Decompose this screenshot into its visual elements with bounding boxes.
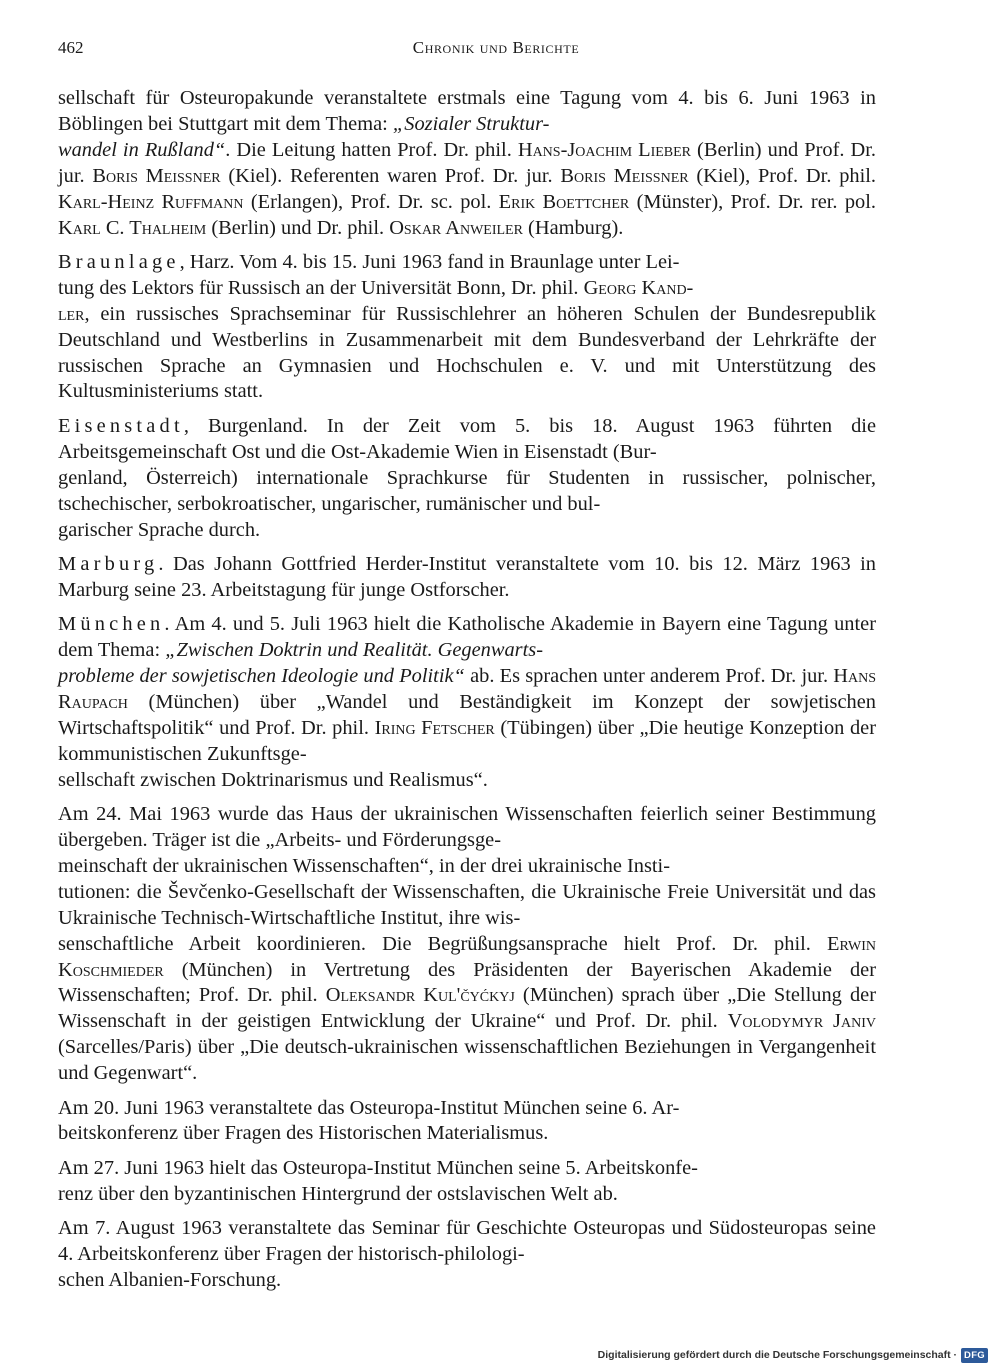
text: garischer Sprache durch. xyxy=(58,518,261,541)
person-name: Volodymyr Janiv xyxy=(727,1010,876,1033)
text: ab. Es sprachen unter anderem Prof. Dr. jur. xyxy=(464,665,834,688)
paragraph-conference-4 xyxy=(58,1216,876,1294)
person-name: Erik Boettcher xyxy=(498,190,630,213)
person-name: Iring Fetscher xyxy=(374,716,495,739)
text: tung des Lektors für Russisch an der Universität Bonn, Dr. phil. xyxy=(58,276,584,299)
text: (Berlin) und Dr. phil. xyxy=(206,216,390,239)
text: (Sarcelles/Paris) über „Die deutsch-ukrainischen wissenschaftlichen Beziehungen in Vergangenheit und Gegenwart“. xyxy=(58,1036,876,1085)
running-head: Chronik und Berichte xyxy=(412,38,580,57)
text: Am 24. Mai 1963 wurde das Haus der ukrainischen Wissenschaften feierlich seiner Bestimmung übergeben. Träger ist die „Arbeits- und Förderungsge- xyxy=(58,803,876,851)
text: . Die Leitung hatten Prof. Dr. phil. xyxy=(225,138,518,161)
text: , Harz. Vom 4. bis 15. Juni 1963 fand in Braunlage unter Lei- xyxy=(179,250,680,273)
person-name: Erwin Koschmieder xyxy=(58,932,876,981)
person-name: Hans-Joachim Lieber xyxy=(517,138,692,161)
text: . Am 4. und 5. Juli 1963 hielt die Katholische Akademie in Bayern eine Tagung unter dem Thema: xyxy=(58,613,876,662)
page-number: 462 xyxy=(58,38,84,57)
place-name: Braunlage xyxy=(58,250,180,273)
text: sellschaft für Osteuropakunde veranstaltete erstmals eine Tagung vom 4. bis 6. Juni 1963 in Böblingen bei Stuttgart mit dem Thema: xyxy=(58,87,876,135)
text: senschaftliche Arbeit koordinieren. Die Begrüßungsansprache hielt Prof. Dr. phil. xyxy=(58,932,827,955)
person-name: ler xyxy=(58,302,85,325)
text: Am 20. Juni 1963 veranstaltete das Osteuropa-Institut München seine 6. Ar- xyxy=(58,1096,680,1119)
text: , Burgenland. In der Zeit vom 5. bis 18. August 1963 führten die Arbeitsgemeinschaft Ost und die Ost-Akademie Wien in Eisenstadt (Bur- xyxy=(58,414,876,463)
text: . Das Johann Gottfried Herder-Institut veranstaltete vom 10. bis 12. März 1963 in Marburg seine 23. Arbeitstagung für junge Ostforscher. xyxy=(58,552,876,601)
dfg-logo-icon: DFG xyxy=(961,1348,988,1363)
paragraph-conference-6 xyxy=(58,1096,876,1148)
person-name: Oleksandr Kul'čyćkyj xyxy=(325,984,515,1007)
paragraph-ukrainian-house xyxy=(58,802,876,1087)
text: schen Albanien-Forschung. xyxy=(58,1268,282,1291)
text: , ein russisches Sprachseminar für Russischlehrer an höheren Schulen der Bundesrepublik Deutschland und Westberlins in Zusammenarbeit mit dem Bundesverband der Lehrkräfte der russischen Sprache an Gymnasien und Hochschulen e. V. und mit Unterstützung des Kultusministeriums statt. xyxy=(58,302,876,403)
paragraph-braunlage xyxy=(58,250,876,405)
text: sellschaft zwischen Doktrinarismus und Realismus“. xyxy=(58,768,488,791)
text: (Erlangen), Prof. Dr. sc. pol. xyxy=(243,190,499,213)
text: meinschaft der ukrainischen Wissenschaften“, in der drei ukrainische Insti- xyxy=(58,854,671,877)
paragraph-eisenstadt xyxy=(58,414,876,544)
italic-title: „Sozialer Struktur- xyxy=(392,112,550,135)
italic-title: probleme der sowjetischen Ideologie und Politik“ xyxy=(58,665,465,688)
text: genland, Österreich) internationale Sprachkurse für Studenten in russischer, polnischer, tschechischer, serbokroatischer, ungarischer, rumänischer und bul- xyxy=(58,466,876,515)
text: (Tübingen) über „Die heutige Konzeption der kommunistischen Zukunftsge- xyxy=(58,716,876,765)
text: (München) sprach über „Die Stellung der Wissenschaft in der geistigen Entwicklung der Ukraine“ und Prof. Dr. phil. xyxy=(58,984,876,1033)
place-name: Eisenstadt xyxy=(58,414,184,437)
place-name: Marburg xyxy=(58,552,159,575)
text: (Münster), Prof. Dr. rer. pol. xyxy=(629,190,876,213)
text: Am 7. August 1963 veranstaltete das Seminar für Geschichte Osteuropas und Südosteuropas seine 4. Arbeitskonferenz über Fragen der historisch-philologi- xyxy=(58,1217,876,1266)
person-name: Oskar Anweiler xyxy=(389,216,523,239)
text: (Kiel), Prof. Dr. phil. xyxy=(688,164,877,187)
article-body xyxy=(58,86,876,1302)
person-name: Hans Raupach xyxy=(58,665,876,713)
text: Am 27. Juni 1963 hielt das Osteuropa-Institut München seine 5. Arbeitskonfe- xyxy=(58,1156,698,1179)
footer-text: Digitalisierung gefördert durch die Deutsche Forschungsgemeinschaft · xyxy=(597,1349,958,1361)
person-name: Karl-Heinz Ruffmann xyxy=(58,190,244,213)
text: (Hamburg). xyxy=(522,216,624,239)
text: (Berlin) und Prof. Dr. jur. xyxy=(58,138,876,187)
paragraph-boeblingen xyxy=(58,86,876,241)
text: renz über den byzantinischen Hintergrund der ostslavischen Welt ab. xyxy=(58,1182,618,1205)
text: (München) über „Wandel und Beständigkeit im Konzept der sowjetischen Wirtschaftspolitik“ und Prof. Dr. phil. xyxy=(58,690,876,739)
text: tutionen: die Ševčenko-Gesellschaft der Wissenschaften, die Ukrainische Freie Universität und das Ukrainische Technisch-Wirtschaftliche Institut, ihre wis- xyxy=(58,880,876,929)
italic-title: „Zwischen Doktrin und Realität. Gegenwarts- xyxy=(165,639,543,662)
digitization-footer xyxy=(598,1344,988,1366)
paragraph-marburg xyxy=(58,552,876,604)
place-name: München xyxy=(58,613,165,636)
paragraph-conference-5 xyxy=(58,1156,876,1208)
page-header xyxy=(58,38,934,68)
person-name: Boris Meissner xyxy=(560,164,689,187)
person-name: Karl C. Thalheim xyxy=(58,216,207,239)
text: beitskonferenz über Fragen des Historischen Materialismus. xyxy=(58,1122,549,1145)
italic-title: wandel in Rußland“ xyxy=(58,138,226,161)
text: (Kiel). Referenten waren Prof. Dr. jur. xyxy=(220,164,561,187)
text: (München) in Vertretung des Präsidenten der Bayerischen Akademie der Wissenschaften; Prof. Dr. phil. xyxy=(58,958,876,1007)
person-name: Georg Kand- xyxy=(583,276,694,299)
person-name: Boris Meissner xyxy=(92,164,221,187)
paragraph-muenchen xyxy=(58,612,876,793)
